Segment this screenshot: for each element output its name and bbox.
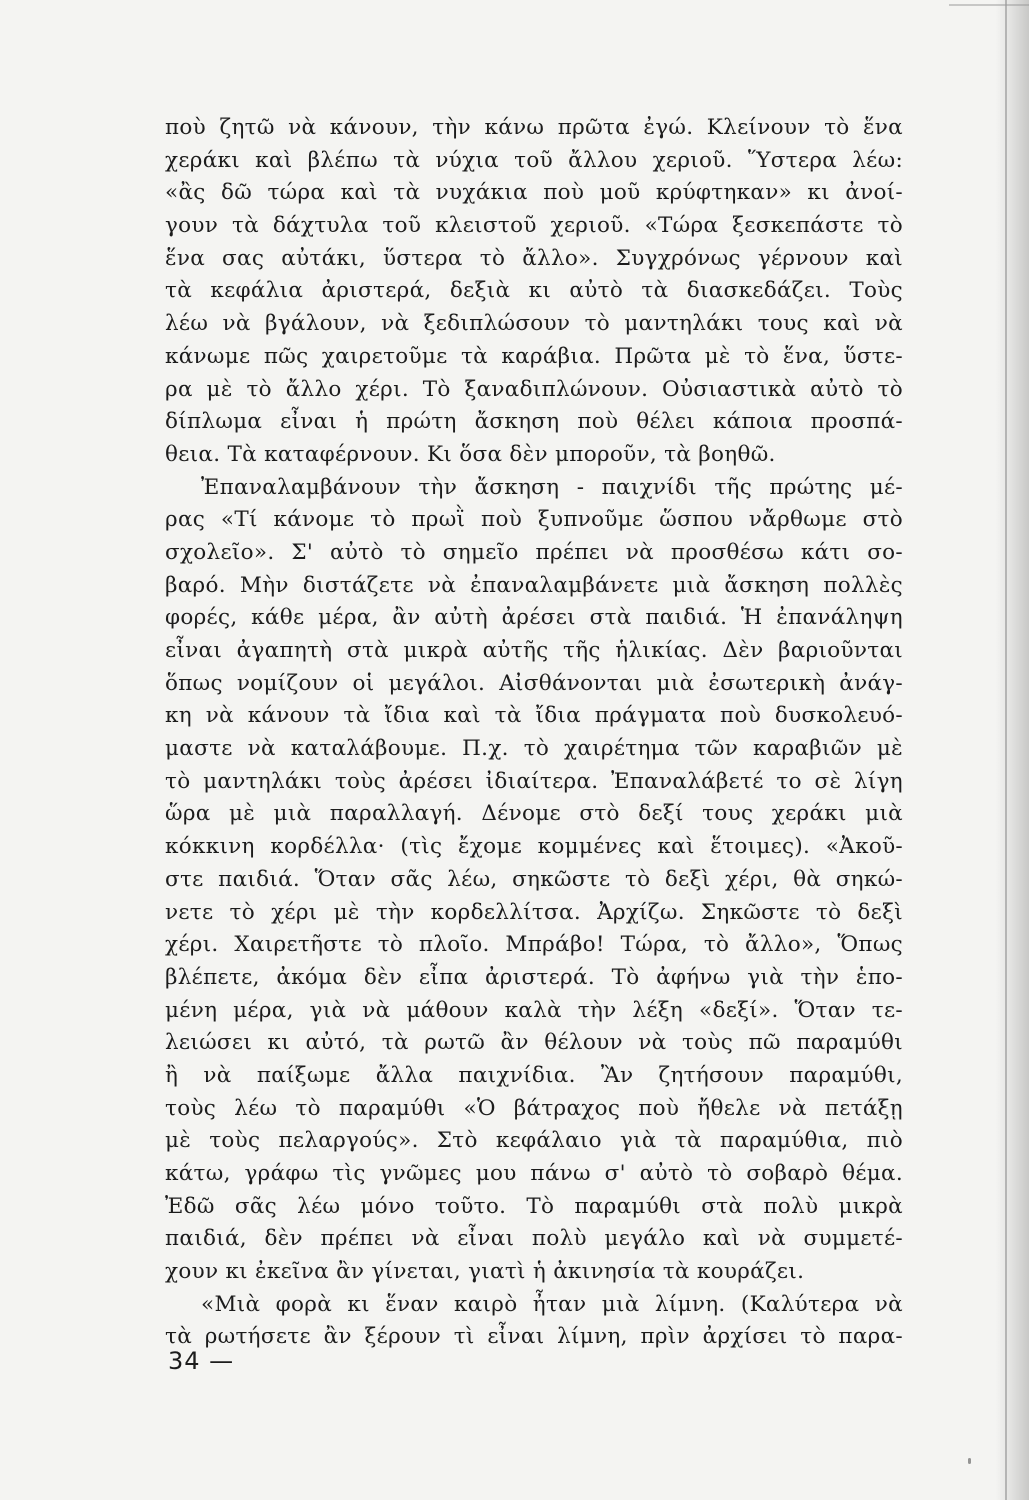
text-line: κόκκινη κορδέλλα· (τὶς ἔχομε κομμένες καὶ ἕτοιμες). «Ἀκοῦ- xyxy=(165,834,903,860)
text-line: τὸ μαντηλάκι τοὺς ἀρέσει ἰδιαίτερα. Ἐπαναλάβετέ το σὲ λίγη xyxy=(165,768,903,794)
text-line: Ἐδῶ σᾶς λέω μόνο τοῦτο. Τὸ παραμύθι στὰ πολὺ μικρὰ xyxy=(165,1193,903,1219)
text-line: τὰ κεφάλια ἀριστερά, δεξιὰ κι αὐτὸ τὰ διασκεδάζει. Τοὺς xyxy=(165,278,903,304)
text-line: Ἐπαναλαμβάνουν τὴν ἄσκηση - παιχνίδι τῆς πρώτης μέ- xyxy=(201,474,903,500)
text-line: εἶναι ἀγαπητὴ στὰ μικρὰ αὐτῆς τῆς ἡλικίας. Δὲν βαριοῦνται xyxy=(165,638,903,663)
text-line: ρα μὲ τὸ ἄλλο χέρι. Τὸ ξαναδιπλώνουν. Οὐσιαστικὰ αὐτὸ τὸ xyxy=(165,376,903,402)
text-line: γουν τὰ δάχτυλα τοῦ κλειστοῦ χεριοῦ. «Τώρα ξεσκεπάστε τὸ xyxy=(165,213,903,239)
text-line: λειώσει κι αὐτό, τὰ ρωτῶ ἂν θέλουν νὰ τοὺς πῶ παραμύθι xyxy=(165,1030,903,1056)
text-line: στε παιδιά. Ὅταν σᾶς λέω, σηκῶστε τὸ δεξὶ χέρι, θὰ σηκώ- xyxy=(165,866,903,892)
text-line: τὰ ρωτήσετε ἂν ξέρουν τὶ εἶναι λίμνη, πρὶν ἀρχίσει τὸ παρα- xyxy=(165,1324,903,1350)
text-line: βαρό. Μὴν διστάζετε νὰ ἐπαναλαμβάνετε μιὰ ἄσκηση πολλὲς xyxy=(165,572,903,598)
text-line: τοὺς λέω τὸ παραμύθι «Ὁ βάτραχος ποὺ ἤθελε νὰ πετάξῃ xyxy=(165,1095,903,1121)
text-line: ποὺ ζητῶ νὰ κάνουν, τὴν κάνω πρῶτα ἐγώ. Κλείνουν τὸ ἕνα xyxy=(165,115,903,140)
text-line: θεια. Τὰ καταφέρνουν. Κι ὅσα δὲν μποροῦν, τὰ βοηθῶ. xyxy=(165,441,776,467)
text-line: κη νὰ κάνουν τὰ ἴδια καὶ τὰ ἴδια πράγματα ποὺ δυσκολευό- xyxy=(165,703,903,729)
text-line: κάτω, γράφω τὶς γνῶμες μου πάνω σ' αὐτὸ τὸ σοβαρὸ θέμα. xyxy=(165,1161,903,1186)
text-line: βλέπετε, ἀκόμα δὲν εἶπα ἀριστερά. Τὸ ἀφήνω γιὰ τὴν ἑπο- xyxy=(165,964,903,990)
text-line: ἕνα σας αὐτάκι, ὕστερα τὸ ἄλλο». Συγχρόνως γέρνουν καὶ xyxy=(165,245,903,271)
page-edge xyxy=(1005,0,1007,1500)
text-line: ἢ νὰ παίξωμε ἄλλα παιχνίδια. Ἂν ζητήσουν παραμύθι, xyxy=(165,1062,903,1088)
text-line: λέω νὰ βγάλουν, νὰ ξεδιπλώσουν τὸ μαντηλάκι τους καὶ νὰ xyxy=(165,311,903,337)
text-line: μένη μέρα, γιὰ νὰ μάθουν καλὰ τὴν λέξη «δεξί». Ὅταν τε- xyxy=(165,997,903,1023)
print-speck xyxy=(968,1458,971,1464)
text-line: δίπλωμα εἶναι ἡ πρώτη ἄσκηση ποὺ θέλει κάποια προσπά- xyxy=(165,409,903,435)
text-line: νετε τὸ χέρι μὲ τὴν κορδελλίτσα. Ἀρχίζω. Σηκῶστε τὸ δεξὶ xyxy=(165,899,903,925)
text-line: χουν κι ἐκεῖνα ἂν γίνεται, γιατὶ ἡ ἀκινησία τὰ κουράζει. xyxy=(165,1259,805,1285)
text-line: ὥρα μὲ μιὰ παραλλαγή. Δένομε στὸ δεξί τους χεράκι μιὰ xyxy=(165,801,903,827)
text-line: «Μιὰ φορὰ κι ἕναν καιρὸ ἦταν μιὰ λίμνη. (Καλύτερα νὰ xyxy=(201,1291,903,1317)
text-line: μαστε νὰ καταλάβουμε. Π.χ. τὸ χαιρέτημα τῶν καραβιῶν μὲ xyxy=(165,736,903,762)
page-number: 34 — xyxy=(168,1347,235,1375)
text-line: παιδιά, δὲν πρέπει νὰ εἶναι πολὺ μεγάλο καὶ νὰ συμμετέ- xyxy=(165,1226,903,1252)
text-line: σχολεῖο». Σ' αὐτὸ τὸ σημεῖο πρέπει νὰ προσθέσω κάτι σο- xyxy=(165,539,903,565)
page-top-edge xyxy=(949,4,1029,6)
text-line: «ἂς δῶ τώρα καὶ τὰ νυχάκια ποὺ μοῦ κρύφτηκαν» κι ἀνοί- xyxy=(165,180,903,206)
text-line: μὲ τοὺς πελαργούς». Στὸ κεφάλαιο γιὰ τὰ παραμύθια, πιὸ xyxy=(165,1128,903,1154)
text-line: φορές, κάθε μέρα, ἂν αὐτὴ ἀρέσει στὰ παιδιά. Ἡ ἐπανάληψη xyxy=(165,605,903,631)
text-line: χέρι. Χαιρετῆστε τὸ πλοῖο. Μπράβο! Τώρα, τὸ ἄλλο», Ὅπως xyxy=(165,932,903,958)
body-text xyxy=(165,112,903,1354)
page-shadow xyxy=(995,0,1029,1500)
text-line: χεράκι καὶ βλέπω τὰ νύχια τοῦ ἄλλου χεριοῦ. Ὕστερα λέω: xyxy=(165,147,903,173)
text-line: ρας «Τί κάνομε τὸ πρωῒ ποὺ ξυπνοῦμε ὥσπου νἄρθωμε στὸ xyxy=(165,507,903,533)
text-line: κάνωμε πῶς χαιρετοῦμε τὰ καράβια. Πρῶτα μὲ τὸ ἕνα, ὕστε- xyxy=(165,343,903,369)
text-line: ὅπως νομίζουν οἱ μεγάλοι. Αἰσθάνονται μιὰ ἐσωτερικὴ ἀνάγ- xyxy=(165,670,903,696)
